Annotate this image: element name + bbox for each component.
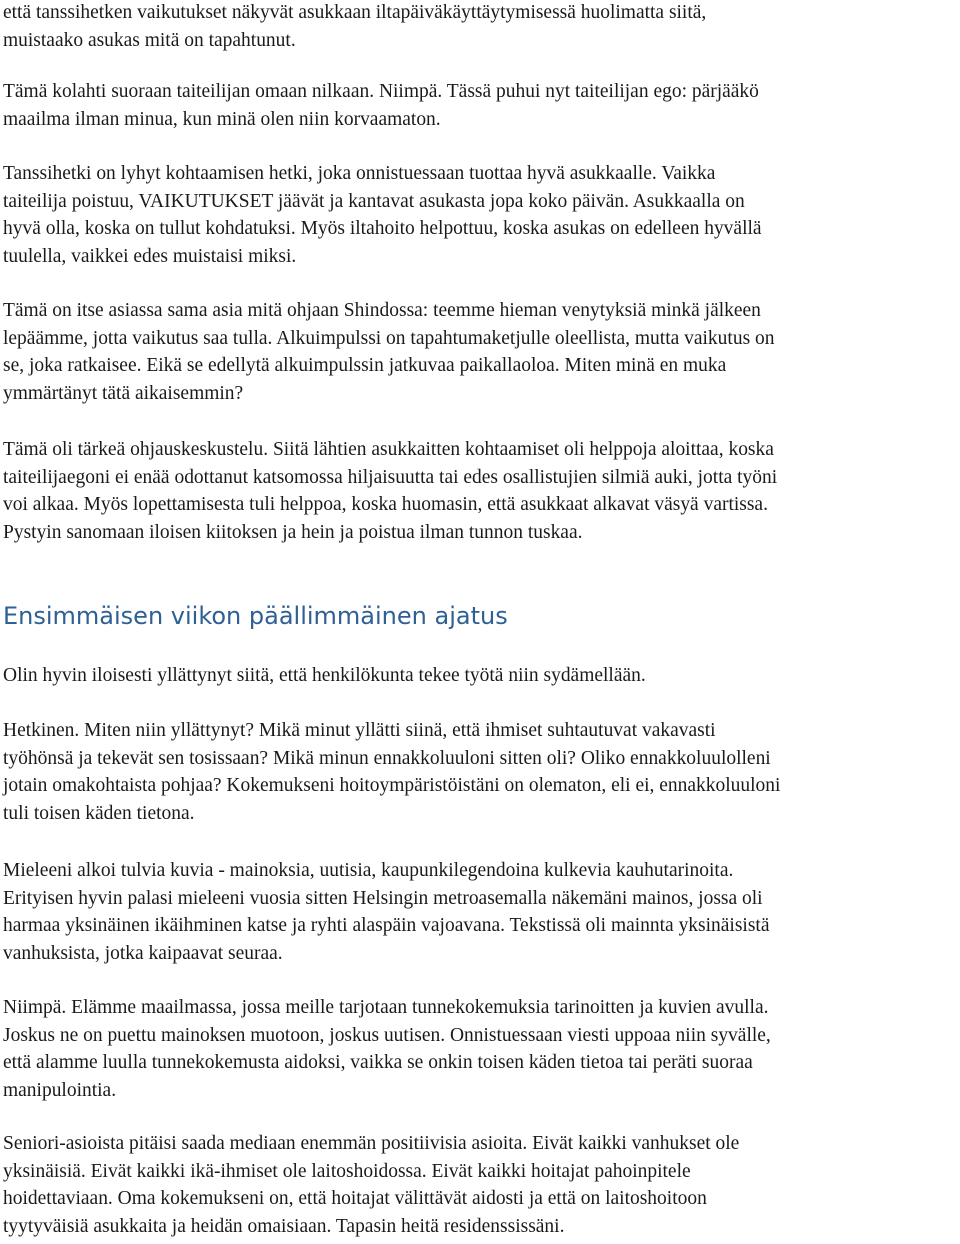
text-line: tuulella, vaikkei edes muistaisi miksi. <box>3 245 297 267</box>
text-line: harmaa yksinäinen ikäihminen katse ja ryhti alaspäin vajoavana. Tekstissä oli mainnta yksinäisistä <box>3 915 770 936</box>
paragraph <box>3 1130 958 1240</box>
paragraph <box>3 160 958 270</box>
text-line: Niimpä. Elämme maailmassa, jossa meille tarjotaan tunnekokemuksia tarinoitten ja kuvien avulla. <box>3 997 769 1018</box>
text-line: jotain omakohtaista pohjaa? Kokemukseni hoitoympäristöistäni on olematon, eli ei, ennakkoluuloni <box>3 775 781 796</box>
text-line: lepäämme, jotta vaikutus saa tulla. Alkuimpulssi on tapahtumaketjulle oleellista, mutta vaikutus on <box>3 327 775 349</box>
paragraph <box>3 0 958 54</box>
paragraph <box>3 857 958 967</box>
text-line: että alamme luulla tunnekokemusta aidoksi, vaikka se onkin toisen käden tietoa tai peräti suoraa <box>3 1052 753 1073</box>
text-line: muistaako asukas mitä on tapahtunut. <box>3 29 296 51</box>
text-line: manipulointia. <box>3 1079 117 1101</box>
text-line: maailma ilman minua, kun minä olen niin korvaamaton. <box>3 108 441 130</box>
text-line: Olin hyvin iloisesti yllättynyt siitä, että henkilökunta tekee työtä niin sydämellään. <box>3 665 646 686</box>
text-line: hyvä olla, koska on tullut kohdatuksi. Myös iltahoito helpottuu, koska asukas on edelleen hyvällä <box>3 218 762 239</box>
text-line: yksinäisiä. Eivät kaikki ikä-ihmiset ole laitoshoidossa. Eivät kaikki hoitajat pahoinpitele <box>3 1160 691 1182</box>
text-line: Mieleeni alkoi tulvia kuvia - mainoksia, uutisia, kaupunkilegendoina kulkevia kauhutarinoita. <box>3 860 734 881</box>
text-line: se, joka ratkaisee. Eikä se edellytä alkuimpulssin jatkuvaa paikallaoloa. Miten minä en muka <box>3 355 727 376</box>
text-line: Tämä kolahti suoraan taiteilijan omaan nilkaan. Niimpä. Tässä puhui nyt taiteilijan ego: pärjääkö <box>3 81 759 102</box>
paragraph <box>3 717 958 827</box>
text-line: Pystyin sanomaan iloisen kiitoksen ja hein ja poistua ilman tunnon tuskaa. <box>3 521 583 543</box>
text-line: työhönsä ja tekevät sen tosissaan? Mikä minun ennakkoluuloni sitten oli? Oliko ennakkoluulolleni <box>3 747 771 769</box>
text-line: että tanssihetken vaikutukset näkyvät asukkaan iltapäiväkäyttäytymisessä huolimatta siitä, <box>3 2 707 23</box>
text-line: Tämä on itse asiassa sama asia mitä ohjaan Shindossa: teemme hieman venytyksiä minkä jälkeen <box>3 300 761 321</box>
text-line: taiteilijaegoni ei enää odottanut katsomossa hiljaisuutta tai edes osallistujien silmiä auki, jotta työni <box>3 466 778 488</box>
text-line: taiteilija poistuu, VAIKUTUKSET jäävät ja kantavat asukasta jopa koko päivän. Asukkaalla on <box>3 190 745 212</box>
text-line: Joskus ne on puettu mainoksen muotoon, joskus uutisen. Onnistuessaan viesti uppoaa niin syvälle, <box>3 1024 771 1046</box>
section-heading: Ensimmäisen viikon päällimmäinen ajatus <box>3 602 508 630</box>
text-line: Erityisen hyvin palasi mieleeni vuosia sitten Helsingin metroasemalla näkemäni mainos, jossa oli <box>3 887 763 909</box>
text-line: Hetkinen. Miten niin yllättynyt? Mikä minut yllätti siinä, että ihmiset suhtautuvat vakavasti <box>3 720 716 741</box>
text-line: Tanssihetki on lyhyt kohtaamisen hetki, joka onnistuessaan tuottaa hyvä asukkaalle. Vaikka <box>3 163 716 184</box>
text-line: vanhuksista, jotka kaipaavat seuraa. <box>3 942 283 964</box>
paragraph <box>3 297 958 407</box>
paragraph <box>3 78 958 133</box>
text-line: tyytyväisiä asukkaita ja heidän omaisiaan. Tapasin heitä residenssissäni. <box>3 1215 565 1237</box>
text-line: voi alkaa. Myös lopettamisesta tuli helppoa, koska huomasin, että asukkaat alkavat väsyä vartissa. <box>3 494 768 515</box>
text-line: hoidettaviaan. Oma kokemukseni on, että hoitajat välittävät aidosti ja että on laitoshoitoon <box>3 1188 707 1209</box>
paragraph <box>3 662 958 690</box>
paragraph <box>3 994 958 1104</box>
text-line: ymmärtänyt tätä aikaisemmin? <box>3 382 244 404</box>
paragraph <box>3 436 958 546</box>
text-line: tuli toisen käden tietona. <box>3 802 195 824</box>
text-line: Seniori-asioista pitäisi saada mediaan enemmän positiivisia asioita. Eivät kaikki vanhukset ole <box>3 1133 740 1154</box>
text-line: Tämä oli tärkeä ohjauskeskustelu. Siitä lähtien asukkaitten kohtaamiset oli helppoja aloittaa, koska <box>3 439 774 460</box>
